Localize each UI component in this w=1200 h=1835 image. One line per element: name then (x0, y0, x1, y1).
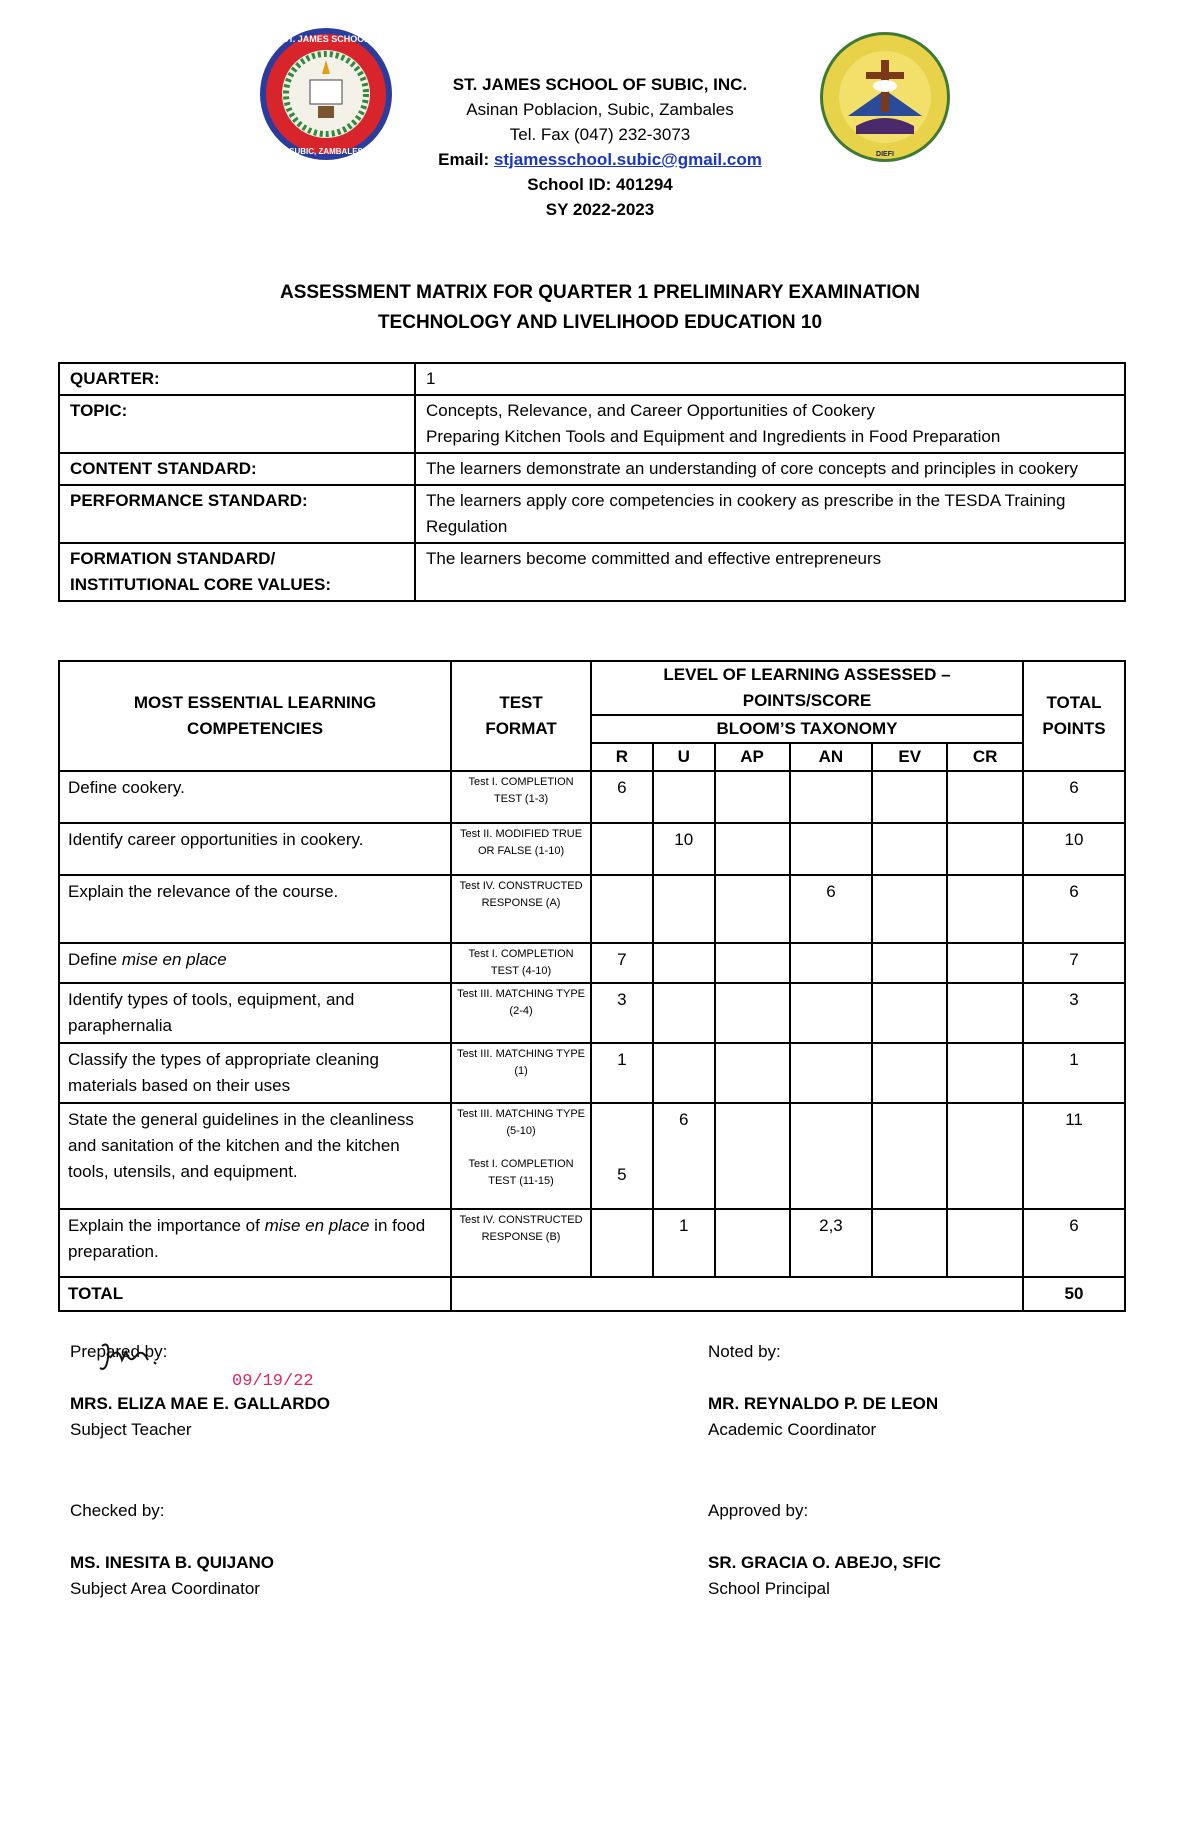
svg-text:SUBIC, ZAMBALES: SUBIC, ZAMBALES (289, 147, 363, 156)
ap-cell (715, 1103, 790, 1209)
school-address: Asinan Poblacion, Subic, Zambales (466, 100, 734, 119)
table-row (59, 823, 1125, 875)
cr-cell (947, 1103, 1023, 1209)
info-row-quarter (59, 363, 1125, 395)
cr-cell (947, 983, 1023, 1043)
u-cell: 6 (653, 1103, 715, 1209)
checked-label: Checked by: (70, 1501, 165, 1520)
test-format-cell: Test III. MATCHING TYPE (1) (451, 1043, 591, 1103)
header-test-line-2: FORMAT (485, 719, 557, 738)
test-format-cell: Test IV. CONSTRUCTED RESPONSE (B) (451, 1209, 591, 1277)
ap-cell (715, 943, 790, 983)
checked-title: Subject Area Coordinator (70, 1579, 260, 1598)
header-r: R (591, 743, 653, 771)
table-row (59, 1043, 1125, 1103)
noted-name: MR. REYNALDO P. DE LEON (708, 1394, 939, 1413)
total-cell: 11 (1023, 1103, 1125, 1209)
competency-cell: Identify career opportunities in cookery. (59, 823, 451, 875)
header-an: AN (790, 743, 873, 771)
an-cell (790, 983, 873, 1043)
header-test-line-1: TEST (499, 693, 543, 712)
u-cell (653, 771, 715, 823)
approved-name: SR. GRACIA O. ABEJO, SFIC (708, 1553, 941, 1572)
an-cell (790, 823, 873, 875)
competency-cell: Explain the relevance of the course. (59, 875, 451, 943)
ap-cell (715, 823, 790, 875)
ap-cell (715, 1043, 790, 1103)
cr-cell (947, 943, 1023, 983)
ap-cell (715, 983, 790, 1043)
total-label: TOTAL (59, 1277, 451, 1311)
table-row (59, 983, 1125, 1043)
email-label: Email: (438, 150, 490, 169)
cr-cell (947, 771, 1023, 823)
formation-standard-label (59, 543, 415, 601)
r-cell: 3 (591, 983, 653, 1043)
test-format-cell: Test I. COMPLETION TEST (1-3) (451, 771, 591, 823)
info-row-formation (59, 543, 1125, 601)
school-name: ST. JAMES SCHOOL OF SUBIC, INC. (452, 75, 748, 94)
test-format-cell (451, 1103, 591, 1209)
approved-by-block (708, 1498, 941, 1602)
total-cell: 6 (1023, 875, 1125, 943)
table-row (59, 875, 1125, 943)
checked-by-block (70, 1498, 274, 1602)
school-tel: Tel. Fax (047) 232-3073 (509, 125, 691, 144)
noted-by-block (708, 1339, 938, 1443)
handwritten-signature (96, 1338, 186, 1378)
school-year: SY 2022-2023 (545, 200, 655, 219)
u-cell (653, 1043, 715, 1103)
total-cell: 1 (1023, 1043, 1125, 1103)
competency-cell: Identify types of tools, equipment, and paraphernalia (59, 983, 451, 1043)
total-row (59, 1277, 1125, 1311)
matrix-header-row-1 (59, 661, 1125, 715)
total-cell: 3 (1023, 983, 1125, 1043)
formation-standard-value: The learners become committed and effective entrepreneurs (415, 543, 1125, 601)
ap-cell (715, 875, 790, 943)
header-total-points (1023, 661, 1125, 771)
topic-value (415, 395, 1125, 453)
an-cell (790, 771, 873, 823)
noted-title: Academic Coordinator (708, 1420, 877, 1439)
competency-cell (59, 1209, 451, 1277)
performance-standard-label: PERFORMANCE STANDARD: (59, 485, 415, 543)
competency-italic-text: mise en place (264, 1216, 370, 1235)
header-cr: CR (947, 743, 1023, 771)
info-table (58, 362, 1126, 602)
ev-cell (872, 875, 947, 943)
school-logo-left (258, 26, 394, 162)
header-level-line-2: POINTS/SCORE (742, 691, 872, 710)
prepared-name: MRS. ELIZA MAE E. GALLARDO (70, 1394, 331, 1413)
table-row (59, 1209, 1125, 1277)
foundation-logo-right (818, 30, 952, 164)
signature-date: 09/19/22 (232, 1372, 314, 1391)
competency-cell: Classify the types of appropriate cleaning materials based on their uses (59, 1043, 451, 1103)
test-format-cell: Test I. COMPLETION TEST (4-10) (451, 943, 591, 983)
r-cell: 6 (591, 771, 653, 823)
email-link[interactable]: stjamesschool.subic@gmail.com (493, 150, 762, 169)
header-total-line-1: TOTAL (1046, 693, 1102, 712)
approved-title: School Principal (708, 1579, 830, 1598)
total-cell: 6 (1023, 771, 1125, 823)
svg-text:DIEFI: DIEFI (876, 151, 894, 158)
ev-cell (872, 1043, 947, 1103)
competency-text: Define (68, 950, 122, 969)
u-cell (653, 875, 715, 943)
header-test-format (451, 661, 591, 771)
u-cell (653, 943, 715, 983)
test-format-cell: Test II. MODIFIED TRUE OR FALSE (1-10) (451, 823, 591, 875)
content-standard-label: CONTENT STANDARD: (59, 453, 415, 485)
header-bloom: BLOOM’S TAXONOMY (591, 715, 1023, 743)
title-line-2: TECHNOLOGY AND LIVELIHOOD EDUCATION 10 (377, 312, 823, 333)
u-cell (653, 983, 715, 1043)
test-format-line-1: Test III. MATCHING TYPE (5-10) (457, 1108, 586, 1137)
ev-cell (872, 1209, 947, 1277)
r-cell (591, 875, 653, 943)
header-melc-line-2: COMPETENCIES (187, 719, 324, 738)
ev-cell (872, 943, 947, 983)
u-cell: 1 (653, 1209, 715, 1277)
school-header (400, 72, 800, 222)
ev-cell (872, 771, 947, 823)
competency-text-end: in food preparation. (68, 1216, 426, 1261)
title-line-1: ASSESSMENT MATRIX FOR QUARTER 1 PRELIMINARY EXAMINATION (279, 282, 921, 303)
topic-value-1: Concepts, Relevance, and Career Opportunities of Cookery (426, 401, 875, 420)
table-row (59, 943, 1125, 983)
competency-cell: State the general guidelines in the cleanliness and sanitation of the kitchen and the kitchen tools, utensils, and equipment. (59, 1103, 451, 1209)
competency-cell (59, 943, 451, 983)
r-cell: 5 (591, 1103, 653, 1209)
ev-cell (872, 983, 947, 1043)
table-row (59, 1103, 1125, 1209)
an-cell (790, 1103, 873, 1209)
info-row-topic (59, 395, 1125, 453)
grand-total: 50 (1023, 1277, 1125, 1311)
cr-cell (947, 875, 1023, 943)
r-cell (591, 1209, 653, 1277)
formation-label-1: FORMATION STANDARD/ (70, 549, 276, 568)
topic-value-2: Preparing Kitchen Tools and Equipment and Ingredients in Food Preparation (426, 427, 1001, 446)
an-cell (790, 1043, 873, 1103)
performance-standard-value: The learners apply core competencies in cookery as prescribe in the TESDA Training Regulation (415, 485, 1125, 543)
an-cell (790, 943, 873, 983)
info-row-performance (59, 485, 1125, 543)
quarter-value: 1 (415, 363, 1125, 395)
an-cell: 2,3 (790, 1209, 873, 1277)
prepared-title: Subject Teacher (70, 1420, 192, 1439)
ev-cell (872, 823, 947, 875)
competency-cell: Define cookery. (59, 771, 451, 823)
header-u: U (653, 743, 715, 771)
header-melc-line-1: MOST ESSENTIAL LEARNING (133, 693, 377, 712)
header-ap: AP (715, 743, 790, 771)
total-cell: 7 (1023, 943, 1125, 983)
checked-name: MS. INESITA B. QUIJANO (70, 1553, 275, 1572)
approved-label: Approved by: (708, 1501, 809, 1520)
topic-label: TOPIC: (59, 395, 415, 453)
header-melc (59, 661, 451, 771)
info-row-content (59, 453, 1125, 485)
total-empty (451, 1277, 1023, 1311)
header-ev: EV (872, 743, 947, 771)
prepared-label: Prepared by: (70, 1342, 168, 1361)
content-standard-value: The learners demonstrate an understanding of core concepts and principles in cookery (415, 453, 1125, 485)
header-total-line-2: POINTS (1042, 719, 1106, 738)
r-cell: 1 (591, 1043, 653, 1103)
svg-text:ST. JAMES SCHOOL: ST. JAMES SCHOOL (282, 34, 370, 44)
total-cell: 6 (1023, 1209, 1125, 1277)
quarter-label: QUARTER: (59, 363, 415, 395)
cr-cell (947, 1043, 1023, 1103)
competency-italic-text: mise en place (121, 950, 227, 969)
total-cell: 10 (1023, 823, 1125, 875)
formation-label-2: INSTITUTIONAL CORE VALUES: (70, 575, 331, 594)
header-level (591, 661, 1023, 715)
test-format-cell: Test III. MATCHING TYPE (2-4) (451, 983, 591, 1043)
assessment-matrix (58, 660, 1126, 1312)
competency-text: Explain the importance of (68, 1216, 265, 1235)
noted-label: Noted by: (708, 1342, 781, 1361)
ev-cell (872, 1103, 947, 1209)
ap-cell (715, 771, 790, 823)
cr-cell (947, 823, 1023, 875)
test-format-cell: Test IV. CONSTRUCTED RESPONSE (A) (451, 875, 591, 943)
table-row (59, 771, 1125, 823)
header-level-line-1: LEVEL OF LEARNING ASSESSED – (663, 665, 951, 684)
test-format-line-2: Test I. COMPLETION TEST (11-15) (468, 1158, 574, 1187)
r-cell (591, 823, 653, 875)
ap-cell (715, 1209, 790, 1277)
school-id: School ID: 401294 (527, 175, 673, 194)
an-cell: 6 (790, 875, 873, 943)
u-cell: 10 (653, 823, 715, 875)
document-title (0, 278, 1200, 338)
cr-cell (947, 1209, 1023, 1277)
r-cell: 7 (591, 943, 653, 983)
